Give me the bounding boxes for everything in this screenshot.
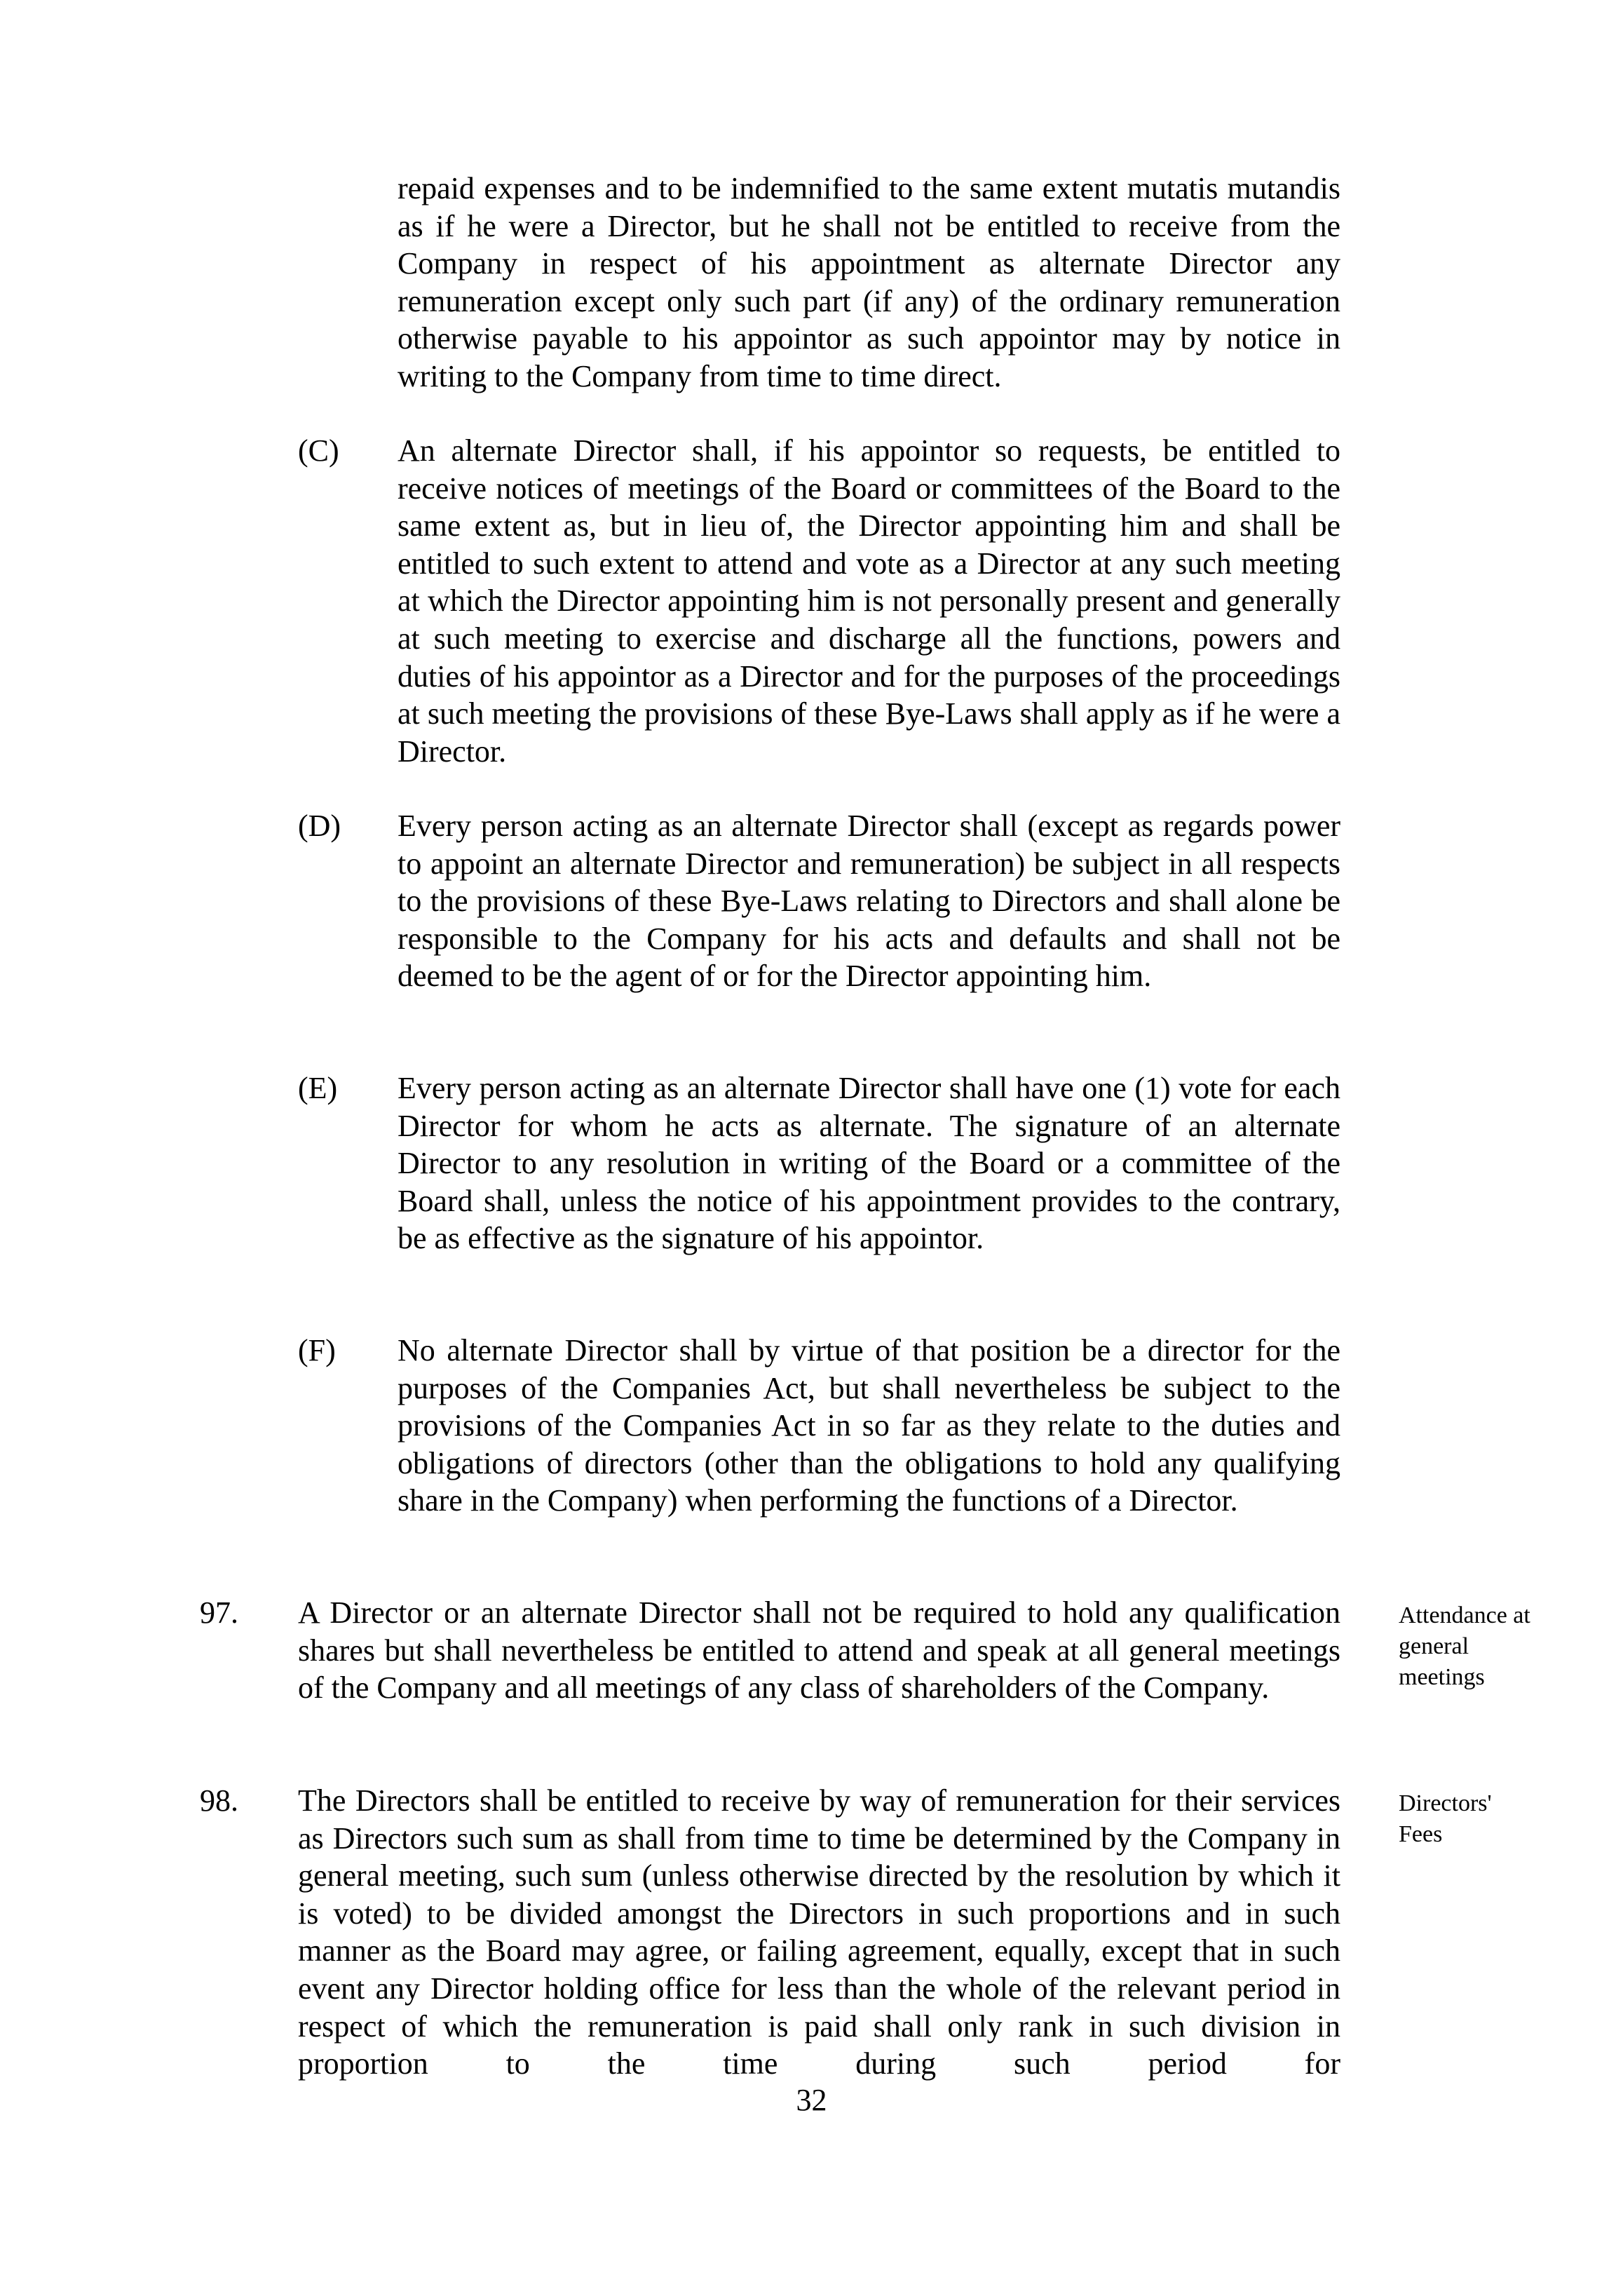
sub-paragraph-e-text: Every person acting as an alternate Director shall have one (1) vote for each Director for whom he acts as alternate. The signature of an alternate Director to any resolution in writing of the Board or a committee of the Board shall, unless the notice of his appointment provides to the contrary, be as effective as the signature of his appointor. [398, 1071, 1340, 1256]
sub-paragraph-label-e: (E) [298, 1071, 338, 1105]
page-number: 32 [796, 2083, 827, 2117]
clause-number-98: 98. [200, 1783, 238, 1818]
sub-paragraph-f-text: No alternate Director shall by virtue of that position be a director for the purposes of the Companies Act, but shall nevertheless be subject to the provisions of the Companies Act in so far as they relate to the duties and obligations of directors (other than the obligations to hold any qualifying share in the Company) when performing the functions of a Director. [398, 1333, 1340, 1518]
continuation-paragraph: repaid expenses and to be indemnified to the same extent mutatis mutandis as if he were a Director, but he shall not be entitled to receive from the Company in respect of his appointment as alternate Director any remuneration except only such part (if any) of the ordinary remuneration otherwise payable to his appointor as such appointor may by notice in writing to the Company from time to time direct. [398, 171, 1340, 393]
sub-paragraph-label-f: (F) [298, 1333, 336, 1368]
sub-paragraph-d-text: Every person acting as an alternate Director shall (except as regards power to appoint an alternate Director and remuneration) be subject in all respects to the provisions of these Bye-Laws relating to Directors and shall alone be responsible to the Company for his acts and defaults and shall not be deemed to be the agent of or for the Director appointing him. [398, 809, 1340, 994]
sub-paragraph-c-text: An alternate Director shall, if his appointor so requests, be entitled to receive notices of meetings of the Board or committees of the Board to the same extent as, but in lieu of, the Director appointing him and shall be entitled to such extent to attend and vote as a Director at any such meeting at which the Director appointing him is not personally present and generally at such meeting to exercise and discharge all the functions, powers and duties of his appointor as a Director and for the purposes of the proceedings at such meeting the provisions of these Bye-Laws shall apply as if he were a Director. [398, 433, 1340, 769]
sub-paragraph-label-d: (D) [298, 809, 341, 843]
clause-97-text: A Director or an alternate Director shall not be required to hold any qualification shares but shall nevertheless be entitled to attend and speak at all general meetings of the Company and all meetings of any class of shareholders of the Company. [298, 1595, 1340, 1706]
margin-note-attendance: Attendance at general meetings [1399, 1602, 1530, 1690]
clause-98-text: The Directors shall be entitled to receive by way of remuneration for their services as Directors such sum as shall from time to time be determined by the Company in general meeting, such sum (unless otherwise directed by the resolution by which it is voted) to be divided amongst the Directors in such proportions and in such manner as the Board may agree, or failing agreement, equally, except that in such event any Director holding office for less than the whole of the relevant period in respect of which the remuneration is paid shall only rank in such division in proportion to the time during such period for [298, 1783, 1340, 2081]
margin-note-directors-fees: Directors' Fees [1399, 1790, 1492, 1847]
clause-number-97: 97. [200, 1595, 238, 1630]
sub-paragraph-label-c: (C) [298, 433, 339, 468]
